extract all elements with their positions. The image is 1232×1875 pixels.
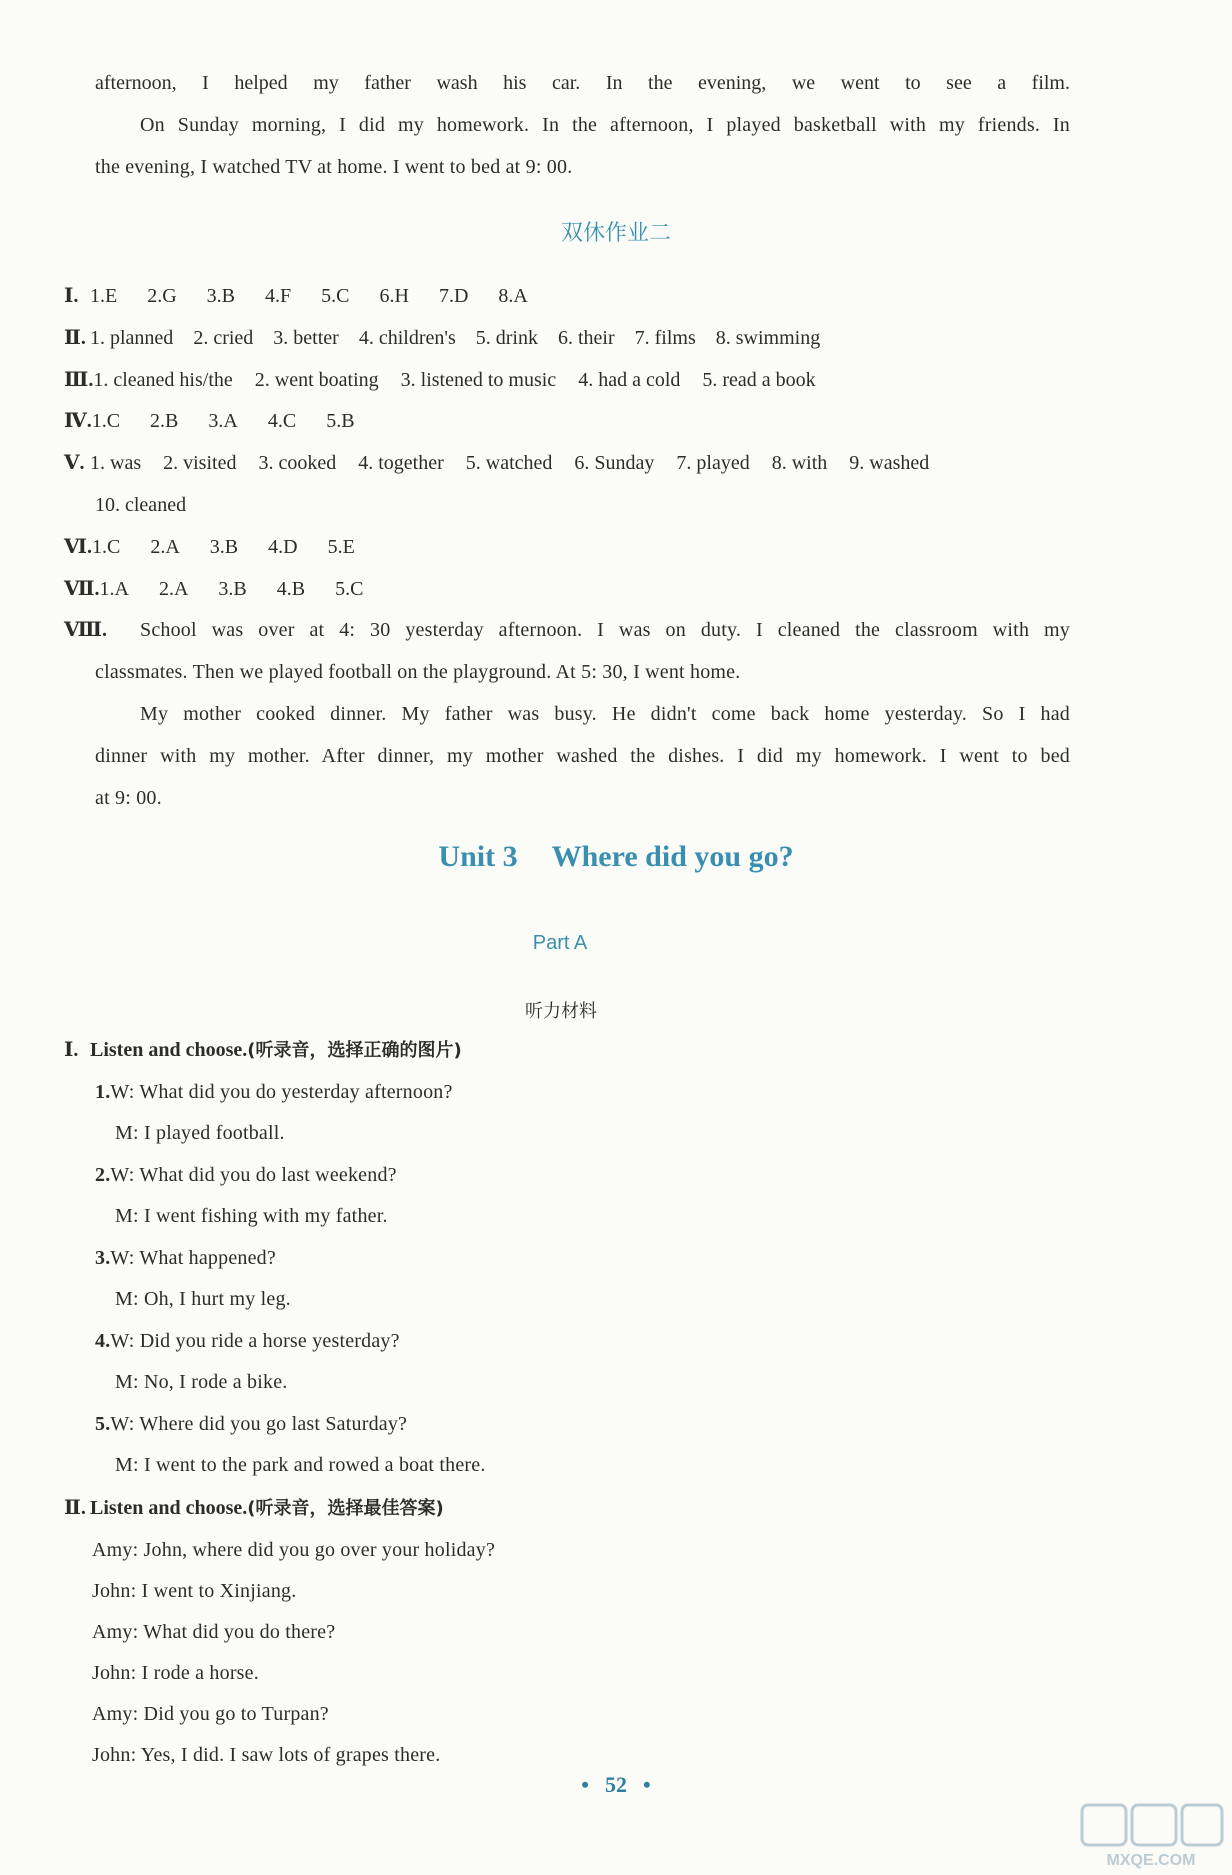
listen1-cn: (听录音，选择正确的图片): [247, 1040, 462, 1061]
answer-item: 5.E: [327, 536, 355, 558]
paragraph-line: the evening, I watched TV at home. I went to bed at 9: 00.: [95, 156, 573, 178]
dialog-w-text: W: Did you ride a horse yesterday?: [110, 1330, 400, 1352]
answer-item: 5.C: [335, 578, 364, 600]
answer-item: 2. went boating: [254, 369, 379, 391]
unit-title: [0, 840, 1232, 874]
essay-line: at 9: 00.: [95, 787, 162, 809]
answer-item: 2. visited: [163, 452, 237, 474]
answer-item: 1. cleaned his/the: [93, 369, 233, 391]
answer-item: 6. their: [557, 327, 615, 349]
answer-item: 5.C: [321, 285, 350, 307]
answer-item: 2.B: [150, 410, 179, 432]
answer-item: 4. children's: [358, 327, 456, 349]
watermark-logo: [1076, 1801, 1226, 1871]
dialog-w-text: W: What did you do last weekend?: [110, 1164, 397, 1186]
unit-name: Where did you go?: [551, 840, 794, 873]
dialog-w-line: [95, 1162, 397, 1188]
answer-item: 4.F: [265, 285, 292, 307]
answer-item: 2. cried: [193, 327, 254, 349]
answer-row: [64, 408, 385, 434]
listen2-cn: (听录音，选择最佳答案): [247, 1498, 444, 1519]
dialog-m-line: M: I went fishing with my father.: [115, 1205, 388, 1227]
answer-item: 3.A: [208, 410, 238, 432]
essay-line: School was over at 4: 30 yesterday afternoon. I was on duty. I cleaned the classroom with my: [140, 619, 1070, 641]
dialog-number: 1.: [95, 1081, 111, 1103]
roman-numeral: Ⅱ.: [64, 327, 86, 349]
roman-numeral: Ⅰ.: [64, 1039, 79, 1061]
conversation-line: Amy: Did you go to Turpan?: [92, 1703, 329, 1725]
dialog-w-line: [95, 1079, 453, 1105]
answer-row: [64, 450, 951, 476]
essay-roman: [64, 617, 107, 643]
roman-numeral: Ⅶ.: [64, 578, 100, 600]
essay-line: dinner with my mother. After dinner, my mother washed the dishes. I did my homework. I went to bed: [95, 745, 1070, 767]
answer-item: 7. played: [676, 452, 750, 474]
answer-item: 4.C: [267, 410, 297, 432]
dialog-w-line: [95, 1328, 400, 1354]
answer-row: [64, 576, 393, 602]
answer-item: 5. read a book: [702, 369, 816, 391]
answer-item: 1.E: [90, 285, 118, 307]
answer-item: 8. swimming: [715, 327, 821, 349]
roman-numeral: Ⅷ.: [64, 619, 107, 641]
answer-item: 4.D: [268, 536, 298, 558]
listen2-title: Listen and choose.: [90, 1497, 248, 1519]
answer-item: 5. drink: [475, 327, 538, 349]
answer-row: [64, 534, 385, 560]
answer-item: 1.C: [91, 410, 121, 432]
answer-item: 3.B: [218, 578, 247, 600]
page-number-text: 52: [605, 1772, 627, 1797]
listen2-heading: [64, 1495, 444, 1522]
roman-numeral: Ⅱ.: [64, 1497, 86, 1519]
answer-row: [64, 283, 558, 309]
roman-numeral: Ⅴ.: [64, 452, 85, 474]
answer-item: 6.H: [379, 285, 409, 307]
answer-item: 3. better: [273, 327, 339, 349]
answer-item: 3. listened to music: [400, 369, 557, 391]
dialog-m-line: M: I played football.: [115, 1122, 285, 1144]
paragraph-line: afternoon, I helped my father wash his car. In the evening, we went to see a film.: [95, 72, 1070, 94]
answer-item: 5.B: [326, 410, 355, 432]
essay-line: classmates. Then we played football on the playground. At 5: 30, I went home.: [95, 661, 741, 683]
paragraph-line: On Sunday morning, I did my homework. In the afternoon, I played basketball with my friends. In: [140, 114, 1070, 136]
page-number: • 52 •: [581, 1772, 651, 1797]
svg-text:MXQE.COM: MXQE.COM: [1106, 1852, 1196, 1869]
answer-item: 1. planned: [90, 327, 174, 349]
dialog-w-line: [95, 1245, 276, 1271]
dialog-number: 5.: [95, 1413, 111, 1435]
dialog-w-text: W: What happened?: [110, 1247, 276, 1269]
answer-item: 2.A: [150, 536, 180, 558]
answer-row: [64, 367, 838, 393]
answer-item: 1. was: [90, 452, 142, 474]
answer-item: 3. cooked: [258, 452, 337, 474]
conversation-line: John: I rode a horse.: [92, 1662, 259, 1684]
answer-item: 1.A: [99, 578, 129, 600]
answer-item: 5. watched: [465, 452, 553, 474]
dialog-number: 2.: [95, 1164, 111, 1186]
answer-row: [95, 492, 186, 518]
answer-item: 6. Sunday: [574, 452, 655, 474]
answer-item: 9. washed: [849, 452, 930, 474]
dialog-number: 4.: [95, 1330, 111, 1352]
roman-numeral: Ⅲ.: [64, 369, 94, 391]
listening-heading: 听力材料: [525, 1001, 597, 1022]
answer-item: 7. films: [634, 327, 696, 349]
answer-item: 4.B: [276, 578, 306, 600]
part-title: Part A: [532, 932, 588, 954]
section-title: 双休作业二: [560, 221, 671, 246]
answer-item: 4. had a cold: [578, 369, 681, 391]
answer-item: 8. with: [771, 452, 828, 474]
listen1-title: Listen and choose.: [90, 1039, 248, 1061]
dialog-number: 3.: [95, 1247, 111, 1269]
answer-item: 3.B: [209, 536, 239, 558]
dialog-w-text: W: Where did you go last Saturday?: [110, 1413, 408, 1435]
answer-row: [64, 325, 840, 351]
conversation-line: Amy: John, where did you go over your holiday?: [92, 1539, 496, 1561]
dialog-w-text: W: What did you do yesterday afternoon?: [110, 1081, 453, 1103]
roman-numeral: Ⅳ.: [64, 410, 92, 432]
dialog-w-line: [95, 1411, 407, 1437]
roman-numeral: Ⅰ.: [64, 285, 79, 307]
conversation-line: Amy: What did you do there?: [92, 1621, 336, 1643]
conversation-line: John: Yes, I did. I saw lots of grapes there.: [92, 1744, 441, 1766]
answer-item: 7.D: [438, 285, 469, 307]
answer-item: 2.A: [158, 578, 189, 600]
answer-item: 3.B: [206, 285, 236, 307]
answer-item: 4. together: [358, 452, 444, 474]
answer-item: 1.C: [92, 536, 121, 558]
roman-numeral: Ⅵ.: [64, 536, 92, 558]
conversation-line: John: I went to Xinjiang.: [92, 1580, 297, 1602]
unit-number: Unit 3: [438, 840, 518, 873]
essay-line: My mother cooked dinner. My father was busy. He didn't come back home yesterday. So I had: [140, 703, 1070, 725]
listen1-heading: [64, 1037, 462, 1064]
answer-item: 10. cleaned: [95, 494, 187, 516]
dialog-m-line: M: I went to the park and rowed a boat there.: [115, 1454, 486, 1476]
answer-item: 8.A: [498, 285, 528, 307]
dialog-m-line: M: Oh, I hurt my leg.: [115, 1288, 291, 1310]
answer-item: 2.G: [147, 285, 177, 307]
dialog-m-line: M: No, I rode a bike.: [115, 1371, 288, 1393]
